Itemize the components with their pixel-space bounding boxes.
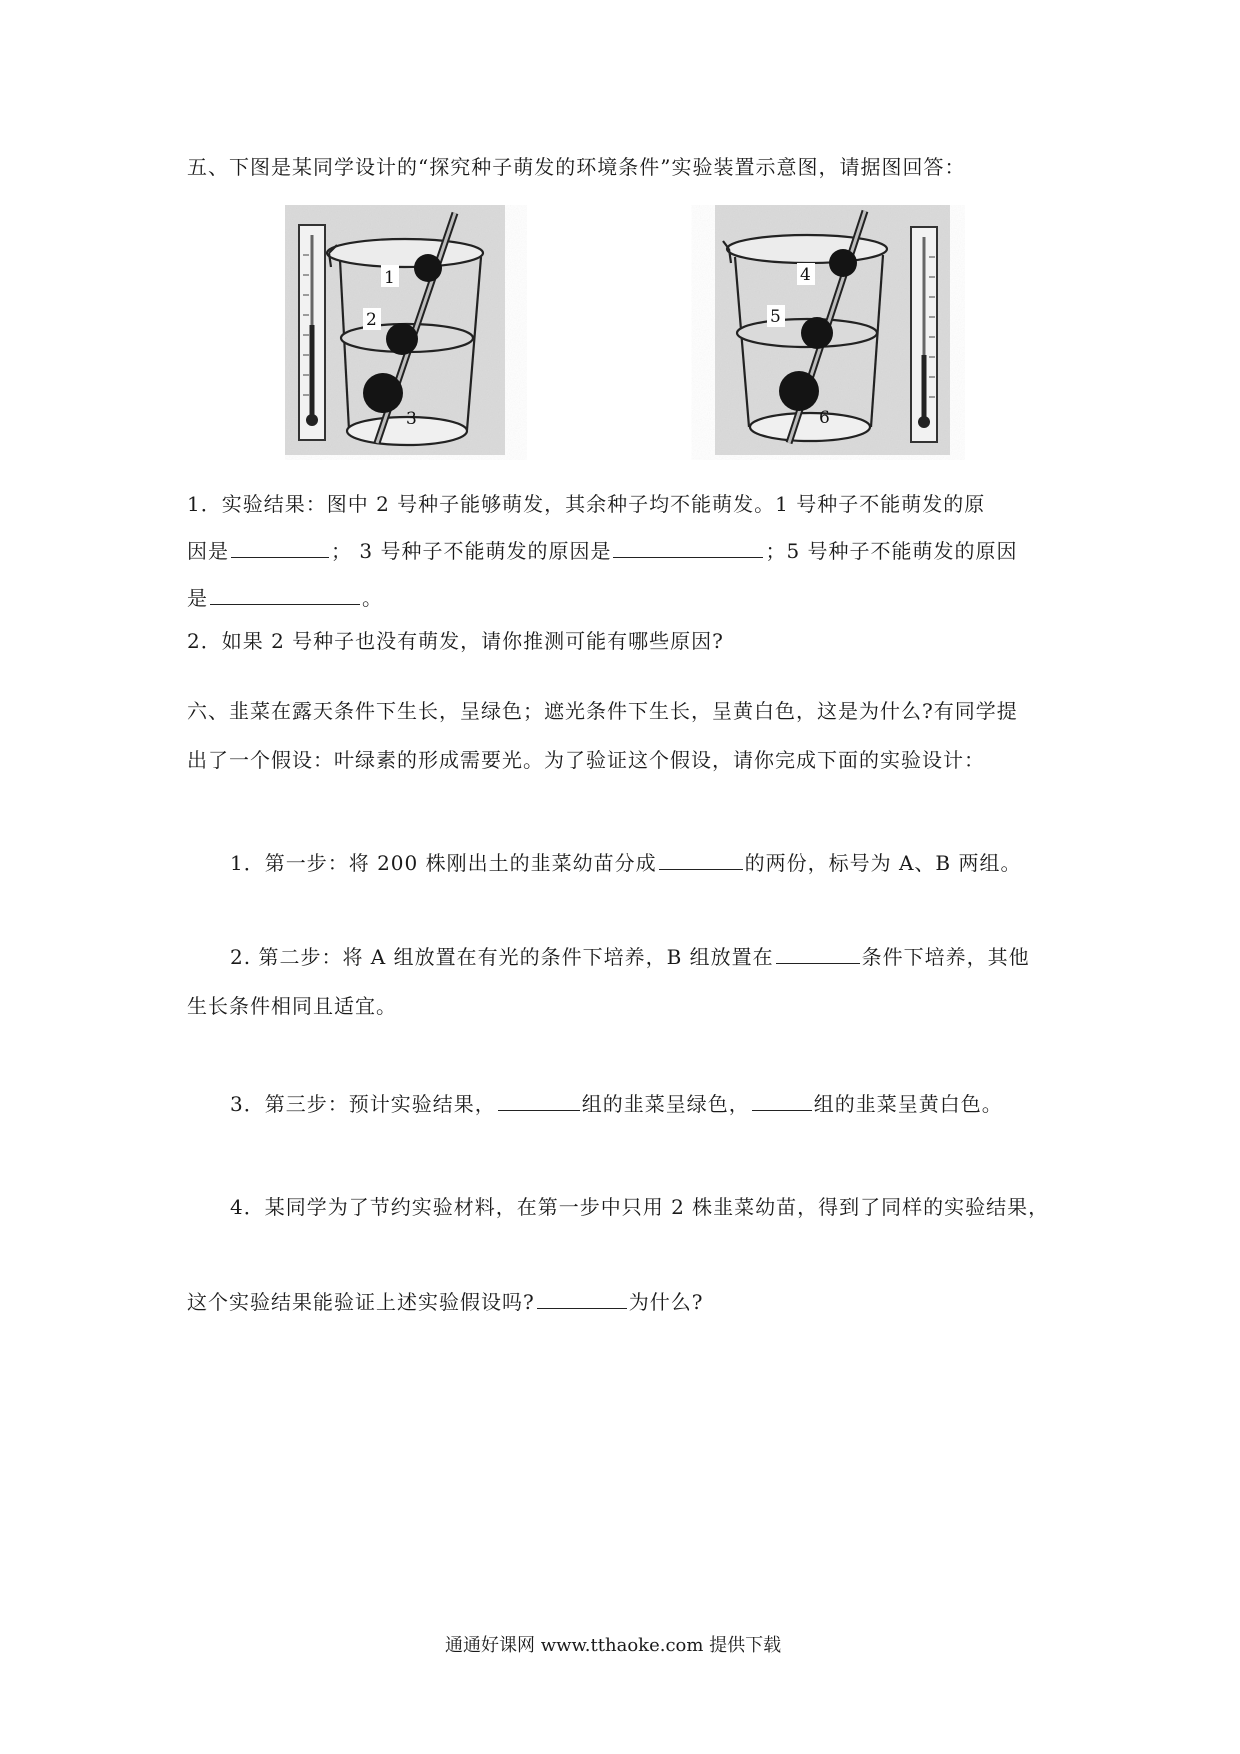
q5-item1-line3: 是 。 [187, 586, 383, 610]
seed-germination-figure [285, 205, 965, 464]
q6-step2-line2: 生长条件相同且适宜。 [187, 994, 397, 1018]
seed-1 [414, 254, 442, 282]
seed-5 [801, 317, 833, 349]
page-footer: 通通好课网 www.tthaoke.com 提供下载 [445, 1635, 782, 1656]
q6-step3: 3．第三步：预计实验结果， 组的韭菜呈绿色， 组的韭菜呈黄白色。 [230, 1092, 1003, 1116]
answer-blank-step3-yellow[interactable] [752, 1090, 812, 1111]
answer-blank-seed3[interactable] [613, 537, 763, 558]
q6-step2-line1: 2. 第二步：将 A 组放置在有光的条件下培养，B 组放置在 条件下培养，其他 [230, 945, 1030, 969]
answer-blank-step3-green[interactable] [498, 1090, 580, 1111]
answer-blank-step1[interactable] [659, 849, 743, 870]
q5-item1-line1: 1．实验结果：图中 2 号种子能够萌发，其余种子均不能萌发。1 号种子不能萌发的原 [187, 492, 986, 516]
q5-heading: 五、下图是某同学设计的“探究种子萌发的环境条件”实验装置示意图，请据图回答： [187, 155, 966, 179]
seed-label-2: 2 [366, 310, 377, 330]
left-apparatus [285, 205, 505, 455]
seed-label-4: 4 [800, 265, 811, 285]
seed-6 [779, 371, 819, 411]
q6-step4-line1: 4．某同学为了节约实验材料，在第一步中只用 2 株韭菜幼苗，得到了同样的实验结果， [230, 1195, 1050, 1219]
q6-line2: 出了一个假设：叶绿素的形成需要光。为了验证这个假设，请你完成下面的实验设计： [187, 748, 985, 772]
right-apparatus [715, 205, 950, 455]
seed-4 [829, 249, 857, 277]
seed-label-3: 3 [406, 409, 417, 429]
seed-3 [363, 373, 403, 413]
q6-step1: 1．第一步：将 200 株刚出土的韭菜幼苗分成 的两份，标号为 A、B 两组。 [230, 851, 1022, 875]
answer-blank-seed1[interactable] [231, 537, 329, 558]
seed-2 [386, 323, 418, 355]
seed-label-6: 6 [819, 408, 830, 428]
seed-label-1: 1 [384, 268, 395, 288]
thermometer-right [911, 227, 937, 442]
thermometer-left [299, 225, 325, 440]
apparatus-diagram [285, 205, 965, 460]
answer-blank-step4[interactable] [537, 1288, 627, 1309]
q6-step4-line2: 这个实验结果能验证上述实验假设吗? 为什么? [187, 1290, 704, 1314]
seed-label-5: 5 [770, 307, 781, 327]
q5-item1-line2: 因是 ； 3 号种子不能萌发的原因是 ；5 号种子不能萌发的原因 [187, 539, 1018, 563]
q6-line1: 六、韭菜在露天条件下生长，呈绿色；遮光条件下生长，呈黄白色，这是为什么?有同学提 [187, 699, 1018, 723]
q5-item2: 2．如果 2 号种子也没有萌发，请你推测可能有哪些原因? [187, 629, 724, 653]
answer-blank-seed5[interactable] [210, 584, 360, 605]
answer-blank-step2[interactable] [776, 943, 860, 964]
